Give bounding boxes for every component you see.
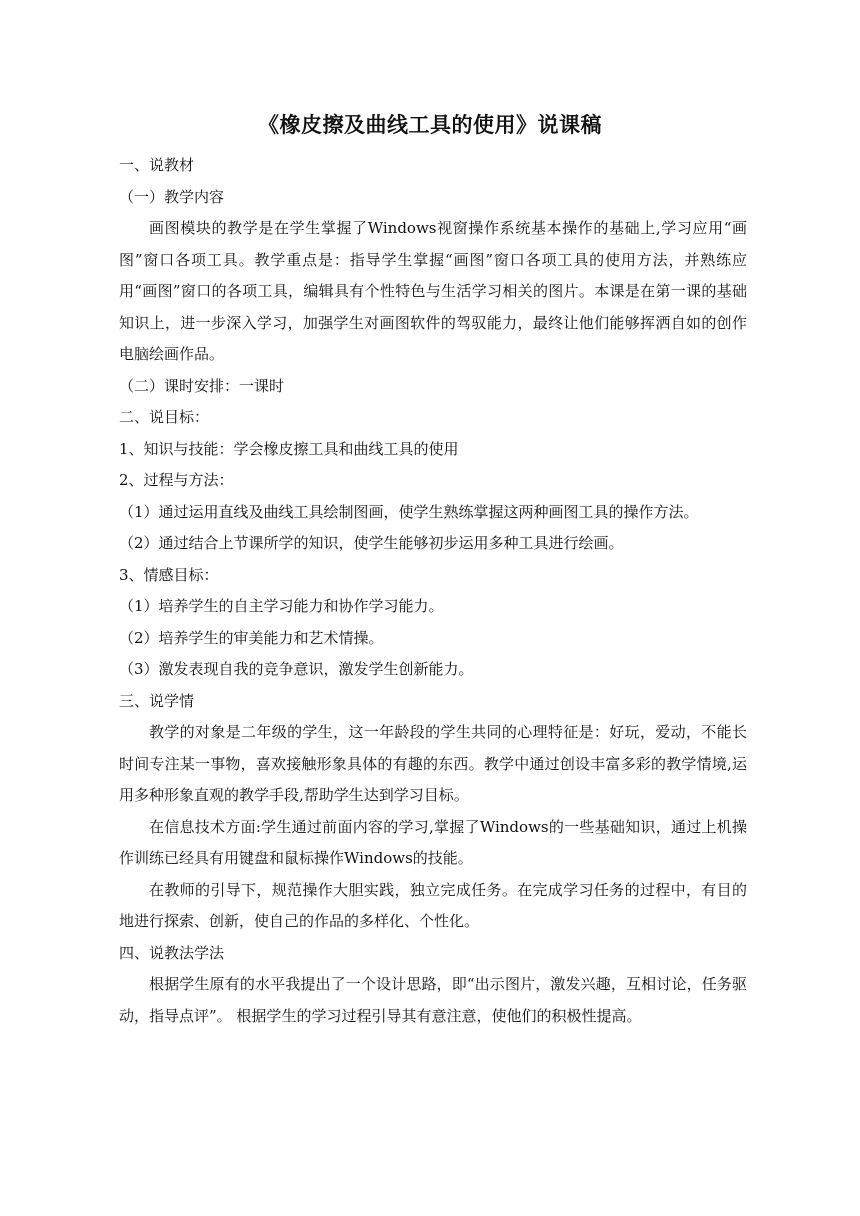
section-heading: 一、说教材	[119, 156, 195, 174]
body-paragraph: 在教师的引导下，规范操作大胆实践，独立完成任务。在完成学习任务的过程中，有目的地进行探索、创新，使自己的作品的多样化、个性化。	[119, 880, 747, 930]
list-item: （1）通过运用直线及曲线工具绘制图画，使学生熟练掌握这两种画图工具的操作方法。	[119, 502, 699, 521]
body-paragraph: 根据学生原有的水平我提出了一个设计思路，即“出示图片，激发兴趣，互相讨论，任务驱动，指导点评”。 根据学生的学习过程引导其有意注意，使他们的积极性提高。	[119, 975, 747, 1025]
list-item: （3）激发表现自我的竞争意识，激发学生创新能力。	[119, 660, 474, 678]
list-item: 3、情感目标：	[119, 565, 219, 584]
list-item: （2）培养学生的审美能力和艺术情操。	[119, 628, 384, 647]
document-body	[119, 150, 747, 1032]
body-paragraph: 在信息技术方面:学生通过前面内容的学习,掌握了Windows的一些基础知识，通过上机操作训练已经具有用键盘和鼠标操作Windows的技能。	[119, 817, 747, 867]
section-heading: 四、说教法学法	[119, 943, 225, 962]
body-paragraph: 画图模块的教学是在学生掌握了Windows视窗操作系统基本操作的基础上,学习应用“画图”窗口各项工具。教学重点是：指导学生掌握“画图”窗口各项工具的使用方法，并熟练应用“画图”窗口的各项工具，编辑具有个性特色与生活学习相关的图片。本课是在第一课的基础知识上，进一步深入学习，加强学生对画图软件的驾驭能力，最终让他们能够挥洒自如的创作电脑绘画作品。	[119, 219, 747, 363]
subsection-heading: （二）课时安排：一课时	[119, 376, 285, 395]
list-item: （2）通过结合上节课所学的知识，使学生能够初步运用多种工具进行绘画。	[119, 534, 624, 552]
subsection-heading: （一）教学内容	[119, 187, 225, 206]
list-item: 2、过程与方法：	[119, 471, 234, 489]
body-paragraph: 教学的对象是二年级的学生，这一年龄段的学生共同的心理特征是：好玩，爱动，不能长时间专注某一事物，喜欢接触形象具体的有趣的东西。教学中通过创设丰富多彩的教学情境,运用多种形象直观的教学手段,帮助学生达到学习目标。	[119, 723, 747, 804]
section-heading: 三、说学情	[119, 691, 195, 710]
list-item: （1）培养学生的自主学习能力和协作学习能力。	[119, 597, 444, 615]
document-title: 《橡皮擦及曲线工具的使用》说课稿	[258, 112, 602, 137]
list-item: 1、知识与技能：学会橡皮擦工具和曲线工具的使用	[119, 439, 459, 458]
section-heading: 二、说目标：	[119, 408, 210, 426]
